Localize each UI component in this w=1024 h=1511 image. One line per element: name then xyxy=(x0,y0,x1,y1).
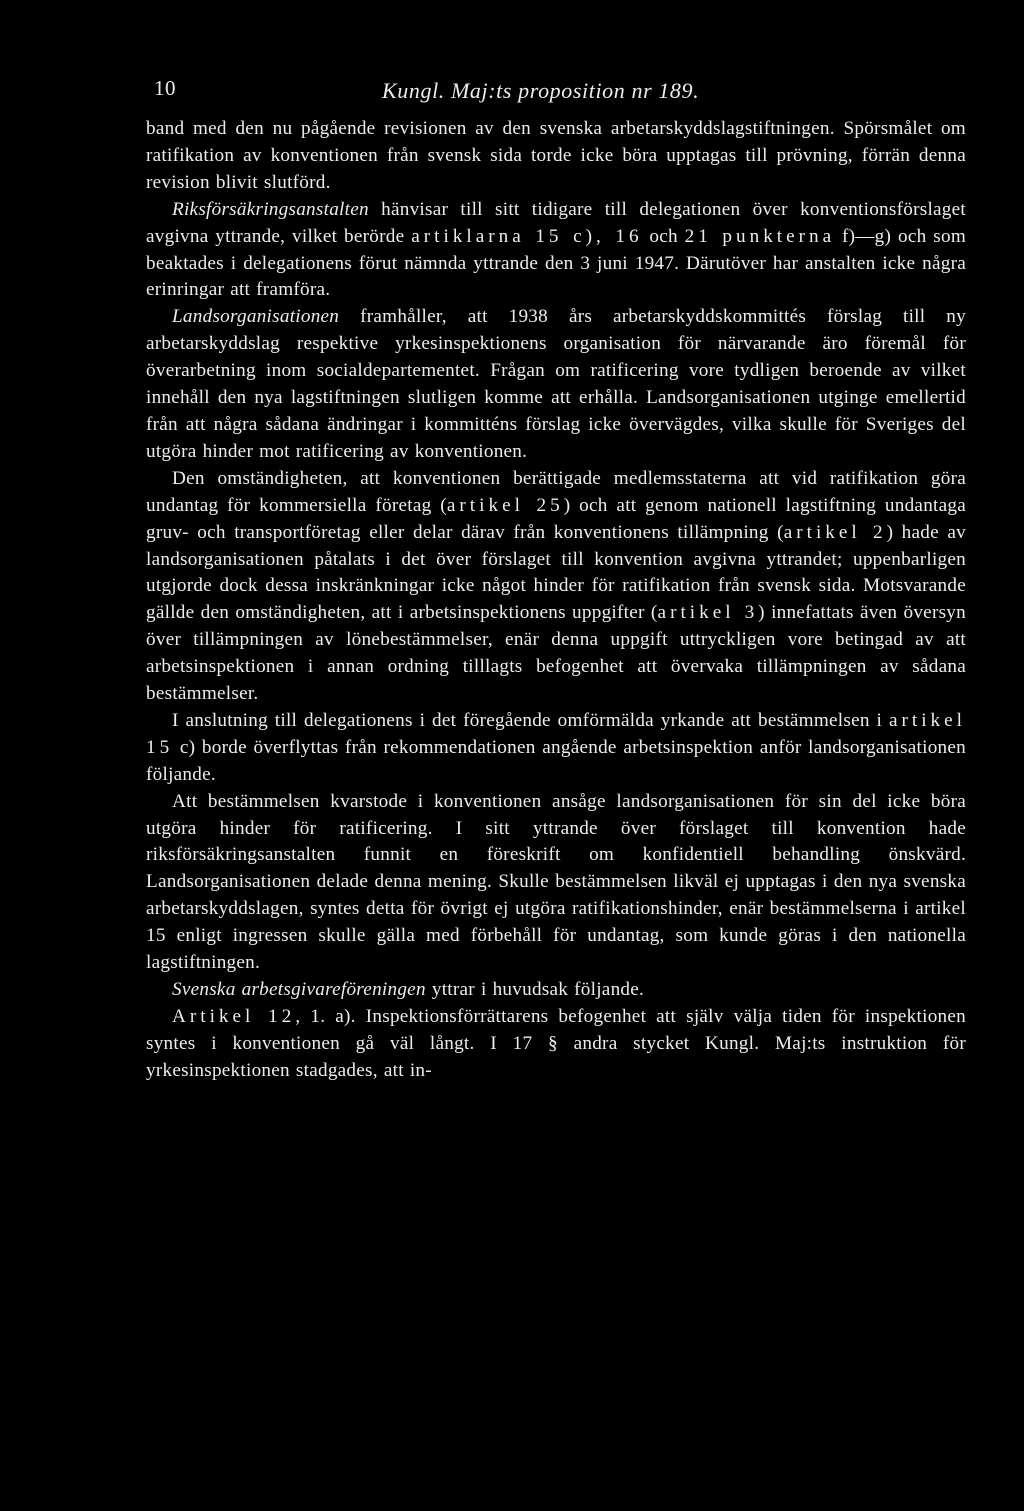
paragraph-bestammelsen-kvarstode xyxy=(146,789,966,977)
organization-name: Svenska arbetsgivareföreningen xyxy=(172,979,426,1000)
paragraph-omstandigheten xyxy=(146,466,966,708)
paragraph-riksforsakringsanstalten xyxy=(146,197,966,305)
paragraph-arbetsgivareforeningen xyxy=(146,977,966,1004)
running-title: Kungl. Maj:ts proposition nr 189. xyxy=(382,78,700,103)
document-page xyxy=(146,72,966,1085)
paragraph-text: yttrar i huvudsak följande. xyxy=(425,979,645,1000)
spaced-reference: Artikel 12 xyxy=(172,1005,296,1027)
organization-name: Riksförsäkringsanstalten xyxy=(172,198,369,220)
spaced-reference: artikel 2 xyxy=(783,521,887,543)
paragraph-text: framhåller, att 1938 års arbetarskyddskommittés förslag till ny arbetarskyddslag respektive yrkesinspektionens organisation för närvarande äro föremål för överarbetning inom socialdepartementet. Frågan om ratificering vore tydligen beroende av vilket innehåll den nya lagstiftningen slutligen komme att erhålla. Landsorganisationen utginge emellertid från att några sådana ändringar i kommitténs förslag icke övervägdes, vilka skulle för Sveriges del utgöra hinder mot ratificering av konventionen. xyxy=(146,306,966,462)
paragraph-anslutning xyxy=(146,708,966,789)
paragraph-continuation xyxy=(146,116,966,197)
page-number: 10 xyxy=(154,76,176,100)
paragraph-text: Den omständigheten, att konventionen berättigade medlemsstaterna att vid ratifikation göra undantag för kommersiella företag ( xyxy=(146,467,966,516)
paragraph-text: c) borde överflyttas från rekommendationen angående arbetsinspektion anför landsorganisationen följande. xyxy=(146,736,966,785)
paragraph-text: band med den nu pågående revisionen av den svenska arbetarskyddslagstiftningen. Spörsmålet om ratifikation av konventionen från svensk sida torde icke böra upptagas till prövning, förrän denna revision blivit slutförd. xyxy=(146,118,966,193)
spaced-reference: artiklarna 15 c), 16 xyxy=(411,225,643,247)
paragraph-text: f)—g) och som beaktades i delegationens förut nämnda yttrande den 3 juni 1947. Därutöver har anstalten icke några erinringar att framföra. xyxy=(146,225,966,301)
paragraph-text: ) innefattats även översyn över tillämpningen av lönebestämmelser, enär denna uppgift uttryckligen vore betingad av att arbetsinspektionen i annan ordning tilllagts befogenhet att övervaka tillämpningen av sådana bestämmelser. xyxy=(146,602,966,705)
spaced-reference: artikel 25 xyxy=(446,494,564,516)
paragraph-text: ) hade av landsorganisationen påtalats i det över förslaget till konvention avgivna yttrandet; uppenbarligen utgjorde dock dessa inskränkningar icke något hinder för ratifikation från svensk sida. Motsvarande gällde den omständigheten, att i arbetsinspektionens uppgifter ( xyxy=(146,521,966,624)
paragraph-text: ) och att genom nationell lagstiftning undantaga gruv- och transportföretag eller delar därav från konventionens tillämpning ( xyxy=(146,494,966,543)
paragraph-text: I anslutning till delegationens i det föregående omförmälda yrkande att bestämmelsen i xyxy=(172,709,889,731)
paragraph-text: hänvisar till sitt tidigare till delegationen över konventionsförslaget avgivna yttrande, vilket berörde xyxy=(146,198,966,247)
paragraph-landsorganisationen xyxy=(146,304,966,465)
body-text xyxy=(146,116,966,1085)
paragraph-artikel-12 xyxy=(146,1004,966,1085)
spaced-reference: artikel 15 xyxy=(146,709,966,758)
paragraph-text: , 1. a). Inspektionsförrättarens befogenhet att själv välja tiden för inspektionen syntes i konventionen gå väl långt. I 17 § andra stycket Kungl. Maj:ts instruktion för yrkesinspektionen stadgades, att in- xyxy=(146,1005,966,1081)
page-header xyxy=(146,72,966,116)
paragraph-text: och xyxy=(642,225,685,247)
organization-name: Landsorganisationen xyxy=(172,306,340,328)
spaced-reference: 21 punkterna xyxy=(684,225,836,247)
spaced-reference: artikel 3 xyxy=(657,602,759,624)
paragraph-text: Att bestämmelsen kvarstode i konventionen ansåge landsorganisationen för sin del icke böra utgöra hinder för ratificering. I sitt yttrande över förslaget till konvention hade riksförsäkringsanstalten funnit en föreskrift om konfidentiell behandling önskvärd. Landsorganisationen delade denna mening. Skulle bestämmelsen likväl ej upptagas i den nya svenska arbetarskyddslagen, syntes detta för övrigt ej utgöra ratifikationshinder, enär bestämmelserna i artikel 15 enligt ingressen skulle gälla med förbehåll för undantag, som kunde göras i den nationella lagstiftningen. xyxy=(146,790,966,974)
